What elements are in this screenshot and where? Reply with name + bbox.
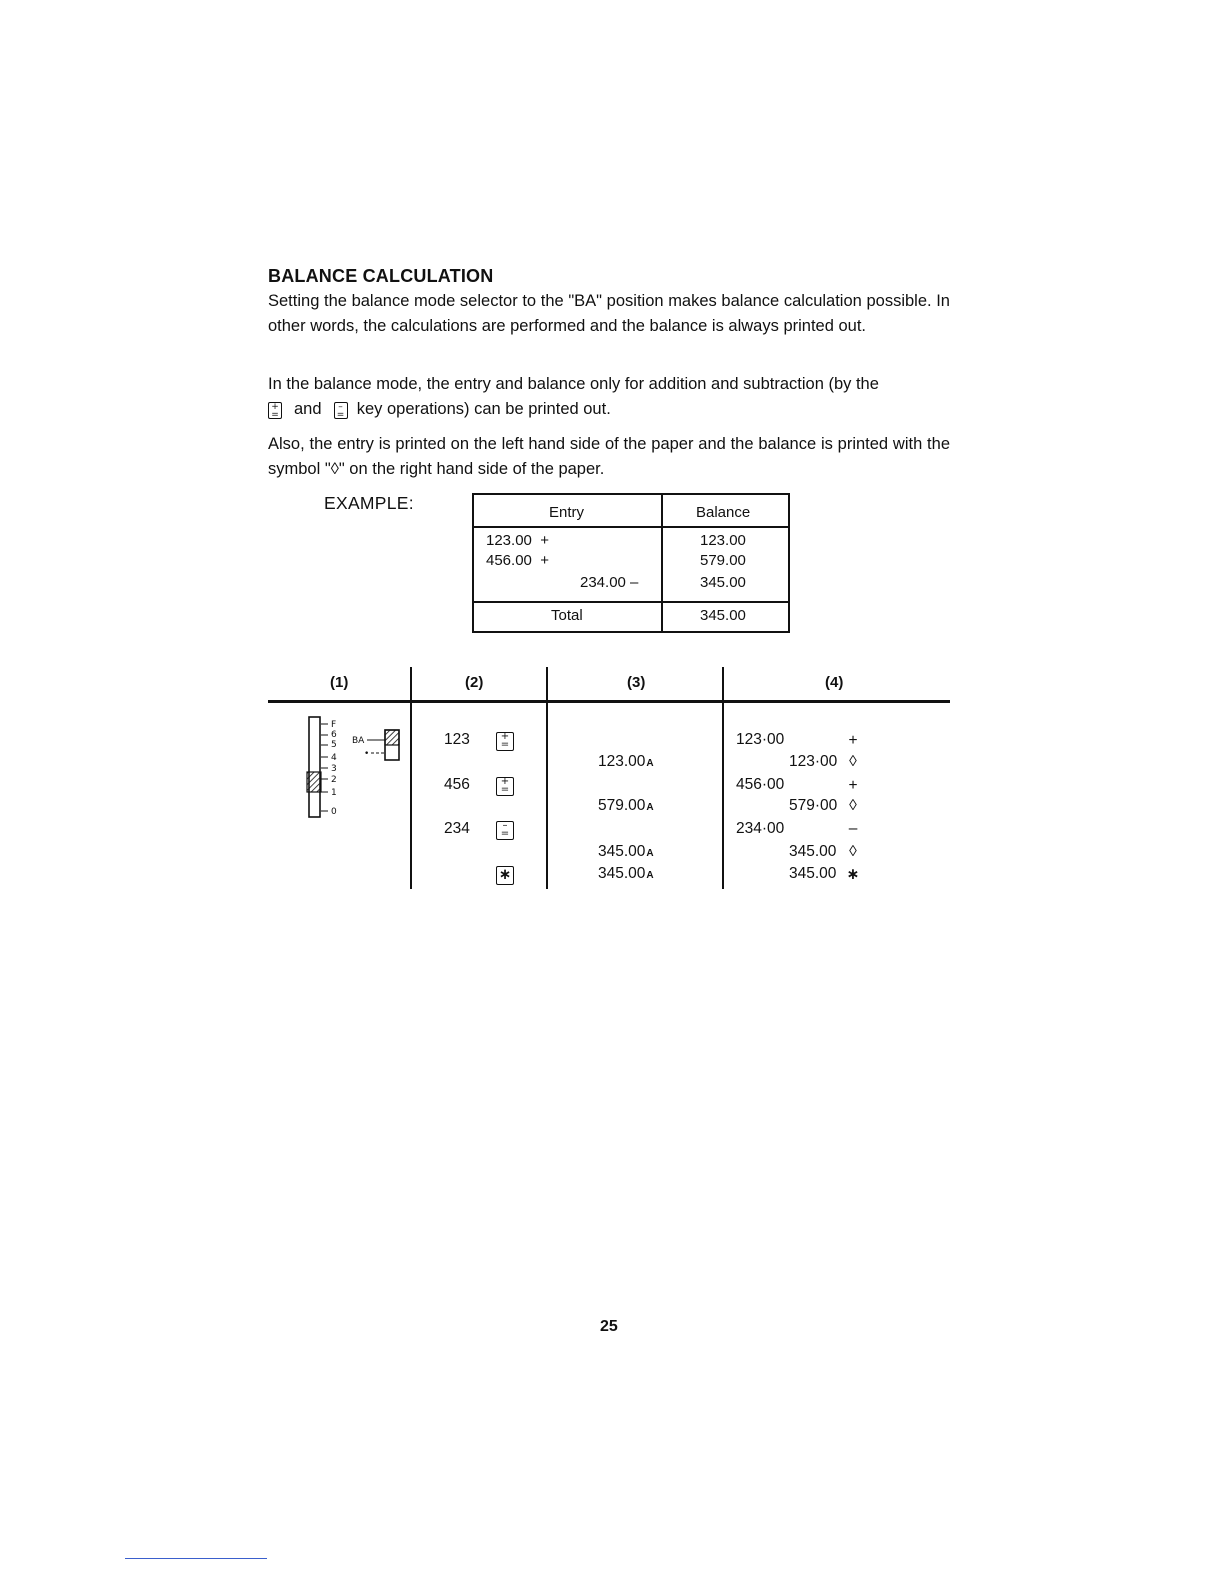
printout-symbol: ◊	[849, 843, 857, 860]
column-header-2: (2)	[465, 674, 484, 691]
footnote-rule	[125, 1558, 267, 1559]
scale-label: 1	[331, 788, 337, 798]
printout-symbol: +	[848, 777, 858, 794]
printout-balance: 345.00	[789, 843, 837, 860]
key-paragraph-end: key operations) can be printed out.	[356, 399, 611, 418]
scale-label: 2	[331, 775, 337, 785]
balance-value: 345.00	[700, 574, 746, 591]
column-divider	[546, 667, 548, 889]
balance-header: Balance	[696, 504, 751, 521]
printout-total: 345.00	[789, 865, 837, 882]
mode-selector-diagram	[300, 712, 410, 822]
scale-label: 3	[331, 764, 337, 774]
display-result: 579.00A	[598, 797, 654, 814]
column-divider	[722, 667, 724, 889]
example-table	[472, 493, 790, 633]
entry-row: 456.00 +	[486, 552, 549, 569]
minus-equal-key-icon: – =	[334, 402, 348, 419]
scale-label: 5	[331, 740, 337, 750]
printout-symbol: –	[848, 820, 858, 837]
page-number: 25	[600, 1318, 618, 1335]
table-divider	[474, 526, 788, 528]
balance-value: 579.00	[700, 552, 746, 569]
entry-value: 234	[444, 820, 470, 837]
entry-header: Entry	[549, 504, 585, 521]
symbol-paragraph: Also, the entry is printed on the left hand side of the paper and the balance is printed with the symbol "◊" on the right hand side of the paper.	[268, 435, 950, 478]
table-divider	[661, 495, 663, 631]
printout-symbol: +	[848, 732, 858, 749]
entry-row: 123.00 +	[486, 532, 549, 549]
total-key-icon: ∗	[496, 866, 514, 885]
printout-entry: 456·00	[736, 776, 785, 793]
key-paragraph	[268, 372, 950, 421]
table-divider	[474, 601, 788, 603]
scale-label: 4	[331, 753, 337, 763]
printout-entry: 123·00	[736, 731, 785, 748]
entry-value: 456	[444, 776, 470, 793]
decimal-selector-track	[309, 717, 320, 817]
key-paragraph-text: In the balance mode, the entry and balance only for addition and subtraction (by the	[268, 375, 879, 393]
scale-label: F	[331, 720, 337, 730]
section-heading: BALANCE CALCULATION	[268, 266, 494, 286]
total-label: Total	[551, 607, 583, 624]
and-text: and	[294, 399, 322, 418]
display-result: 345.00A	[598, 865, 654, 882]
scale-label: 6	[331, 730, 337, 740]
balance-switch-knob	[385, 730, 399, 745]
display-result: 345.00A	[598, 843, 654, 860]
printout-symbol: ◊	[849, 797, 857, 814]
plus-equal-key-icon: + =	[496, 732, 514, 751]
printout-symbol: ∗	[846, 866, 860, 883]
column-header-1: (1)	[330, 674, 349, 691]
total-value: 345.00	[700, 607, 746, 624]
column-header-4: (4)	[825, 674, 844, 691]
minus-entry: 234.00 –	[580, 574, 639, 591]
plus-equal-key-icon: + =	[268, 402, 282, 419]
printout-balance: 123·00	[789, 753, 838, 770]
display-result: 123.00A	[598, 753, 654, 770]
intro-paragraph: Setting the balance mode selector to the "BA" position makes balance calculation possible. In other words, the calculations are performed and the balance is always printed out.	[268, 292, 950, 335]
scale-label: 0	[331, 807, 337, 817]
balance-value: 123.00	[700, 532, 746, 549]
column-divider	[410, 667, 412, 889]
printout-symbol: ◊	[849, 753, 857, 770]
printout-balance: 579·00	[789, 797, 838, 814]
dot-label: •	[364, 749, 370, 759]
plus-equal-key-icon: + =	[496, 777, 514, 796]
decimal-selector-knob	[307, 772, 321, 792]
example-label: EXAMPLE:	[324, 493, 414, 513]
printout-entry: 234·00	[736, 820, 785, 837]
column-header-3: (3)	[627, 674, 646, 691]
ba-label: BA	[352, 736, 365, 746]
minus-equal-key-icon: – =	[496, 821, 514, 840]
entry-value: 123	[444, 731, 470, 748]
header-rule	[268, 700, 950, 703]
